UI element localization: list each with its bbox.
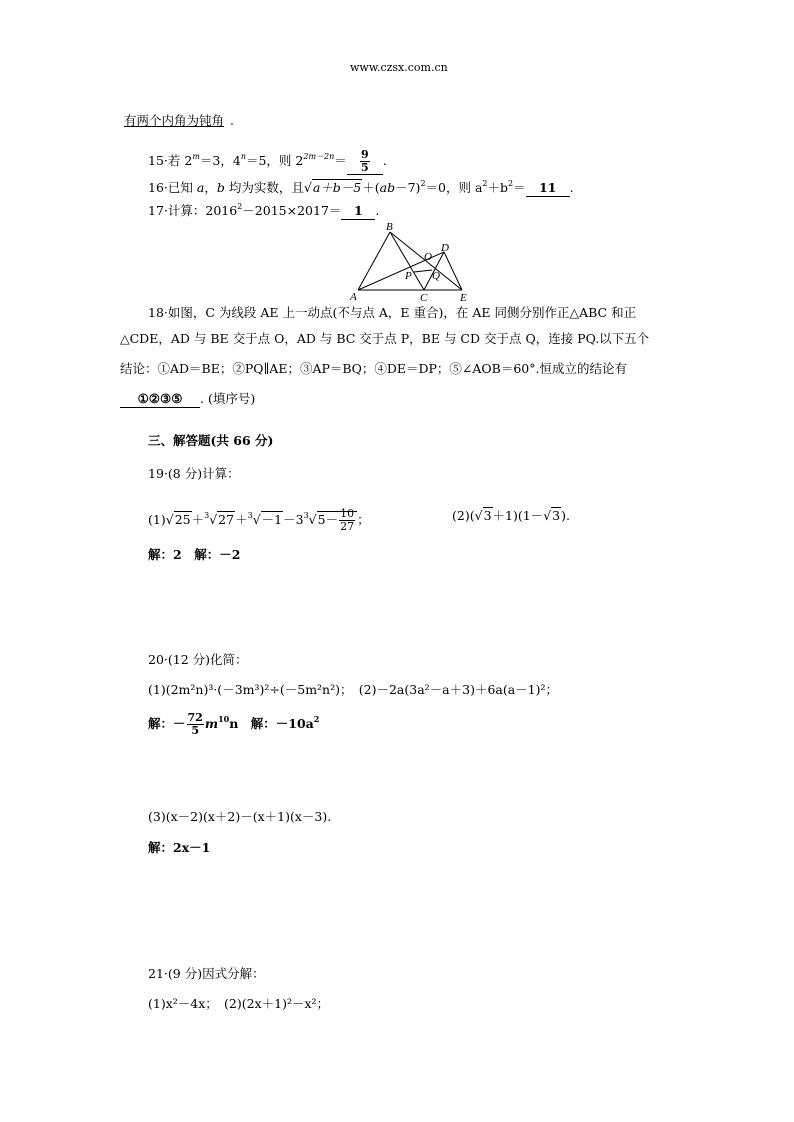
q19-p1-fraction (339, 508, 355, 533)
question-17: 17·计算：$2016^2-2015\times 2017= 1$ . (148, 202, 380, 218)
q21-number: 21 (148, 966, 164, 981)
q17-text: 计算：2016 (167, 203, 238, 218)
geometry-figure (350, 220, 480, 302)
label-q: Q (432, 270, 440, 282)
q20-solution-line (148, 712, 319, 737)
q18-hint: . (填序号) (200, 391, 256, 406)
q20-sol-den: 5 (191, 724, 199, 737)
q19-p1-radicand3: －1 (261, 512, 283, 527)
label-e: E (460, 292, 467, 304)
q19-p1-radicand4-text: 5－ (317, 512, 339, 527)
q17-number: 17 (148, 203, 164, 218)
label-d: D (441, 242, 449, 254)
q15-answer-fraction (360, 149, 370, 174)
q19-p1-minus: －3 (283, 512, 304, 527)
q16-radicand: a＋b－5 (312, 180, 362, 195)
q19-solution: 解：2 解：－2 (148, 547, 241, 562)
site-url: www.czsx.com.cn (350, 61, 448, 74)
q18-text-line1: 如图，C 为线段 AE 上一动点(不与点 A，E 重合)，在 AE 同侧分别作正△ABC 和正 (167, 305, 637, 320)
q16-answer: 11 (526, 180, 570, 197)
q21-parts-line (148, 996, 329, 1012)
segment-de (444, 252, 462, 290)
q15-text-b: ＝3，4 (199, 153, 241, 168)
q14-answer-line: 有两个内角为钝角 . (120, 113, 234, 129)
question-18-line1: 18·如图，C 为线段 AE 上一动点(不与点 A，E 重合)，在 AE 同侧分别作正△ABC 和正 (148, 305, 637, 320)
q19-p1-radicand4 (317, 507, 357, 533)
q20-sol-m: m (204, 716, 219, 731)
q20-part2: (2)－2a(3a²－a＋3)＋6a(a－1)²； (358, 682, 559, 697)
q21-title: (9 分)因式分解： (167, 966, 265, 981)
segment-pq (414, 270, 432, 272)
q16-var-b: b (216, 180, 225, 195)
q19-p2-radicand1: 3 (483, 508, 492, 523)
q19-p2-radicand2: 3 (552, 508, 561, 523)
q19-p1-plus2: ＋ (235, 512, 248, 527)
label-b: B (386, 221, 393, 233)
q16-var-ab: ab (379, 180, 396, 195)
q19-part1: $(1)√25+^3√27+^3√-1-3^3√5-$ $\frac{10}{27}$ ； (148, 507, 370, 533)
q20-part1: (1)(2m²n)³·(－3m³)²÷(－5m²n²)； (148, 682, 347, 697)
label-a: A (350, 291, 357, 303)
q18-number: 18 (148, 305, 164, 320)
q20-sol-rest: n 解：－10a (229, 716, 314, 731)
label-c: C (420, 292, 428, 304)
q19-p1-fraction-num: 10 (340, 507, 355, 520)
q20-solution3: 解：2x－1 (148, 840, 211, 855)
q19-p1-radicand2: 27 (218, 512, 235, 527)
q19-p1-radicand1: 25 (174, 512, 191, 527)
q15-exp-n: n (240, 152, 246, 161)
q20-title: (12 分)化简： (167, 652, 248, 667)
q16-text-h: ＝ (513, 180, 526, 195)
q14-answer: 有两个内角为钝角 (124, 113, 225, 128)
q21-part1: (1)x²－4x； (148, 996, 212, 1011)
q15-exp-m: m (192, 152, 200, 161)
question-18-line4 (120, 391, 255, 408)
q20-sol-exp2: 2 (313, 714, 320, 724)
q19-p1-plus1: ＋ (191, 512, 205, 527)
q17-text-b: －2015×2017＝ (242, 203, 342, 218)
q19-p1-fraction-den: 27 (340, 520, 355, 533)
q15-text-c: ＝5，则 2 (245, 153, 304, 168)
q20-part3: (3)(x－2)(x＋2)－(x＋1)(x－3). (148, 809, 332, 824)
q19-title: (8 分)计算： (167, 466, 240, 481)
q15-answer-blank (347, 149, 383, 175)
question-21: 21·(9 分)因式分解： (148, 966, 265, 981)
q16-text-e: －7) (395, 180, 421, 195)
question-19: 19·(8 分)计算： (148, 466, 240, 481)
q19-p1-end: ； (357, 512, 370, 527)
q19-part2: (2)(√3＋1)(1－√3). (452, 508, 570, 523)
q19-p1-label: (1) (148, 512, 166, 527)
q19-p2-mid: ＋1)(1－ (492, 508, 544, 523)
question-15: 15·若 $2^m=3$，$4^n=5$，则 $2^{2m-2n}=$ $\frac{9}{5}$ . (148, 148, 387, 174)
q16-text-g: ＋b (487, 180, 509, 195)
section-3-title: 三、解答题(共 66 分) (148, 433, 274, 448)
q19-number: 19 (148, 466, 164, 481)
label-p: P (405, 270, 412, 282)
q15-number: 15 (148, 153, 164, 168)
q18-answer: ①②③⑤ (120, 391, 200, 408)
q15-exp: 2m－2n (303, 152, 335, 161)
q18-text-line3: 结论：①AD＝BE；②PQ∥AE；③AP＝BQ；④DE＝DP；⑤∠AOB＝60°.恒成立的结论有 (120, 361, 627, 376)
q15-text-d: ＝ (334, 153, 347, 168)
question-16: 16·已知 a，b 均为实数，且$√a+b-5+(ab-7)^2=0$，则 $a^2+b^2= 11$ . (148, 179, 574, 195)
q15-answer-denominator: 5 (360, 161, 369, 174)
q20-parts-line (148, 682, 558, 698)
q16-text-f: ＝0，则 a (425, 180, 483, 195)
question-18-line2 (120, 331, 649, 347)
q20-sol-fraction (187, 712, 204, 737)
q20-number: 20 (148, 652, 164, 667)
q15-text: 若 2 (167, 153, 193, 168)
q20-sol-exp: 10 (218, 714, 230, 724)
q16-var-a: a (196, 180, 205, 195)
segment-ab (358, 232, 390, 290)
q16-text-d: ＋( (362, 180, 380, 195)
q21-part2: (2)(2x＋1)²－x²； (224, 996, 330, 1011)
q16-text-c: 均为实数，且 (224, 180, 304, 195)
question-18-line3 (120, 361, 627, 377)
q19-p2-end: ). (561, 508, 570, 523)
q20-sol-num: 72 (187, 711, 203, 724)
q20-sol-prefix: 解：－ (148, 716, 186, 731)
q16-number: 16 (148, 180, 164, 195)
label-o: O (424, 251, 432, 263)
q19-p2-label: (2)( (452, 508, 475, 523)
q16-text-b: ， (204, 180, 217, 195)
question-20: 20·(12 分)化简： (148, 652, 248, 667)
q17-answer: 1 (341, 203, 375, 220)
q15-answer-numerator: 9 (360, 148, 369, 161)
q18-text-line2: △CDE，AD 与 BE 交于点 O，AD 与 BC 交于点 P，BE 与 CD 交于点 Q，连接 PQ.以下五个 (120, 331, 650, 346)
q16-text-a: 已知 (167, 180, 197, 195)
